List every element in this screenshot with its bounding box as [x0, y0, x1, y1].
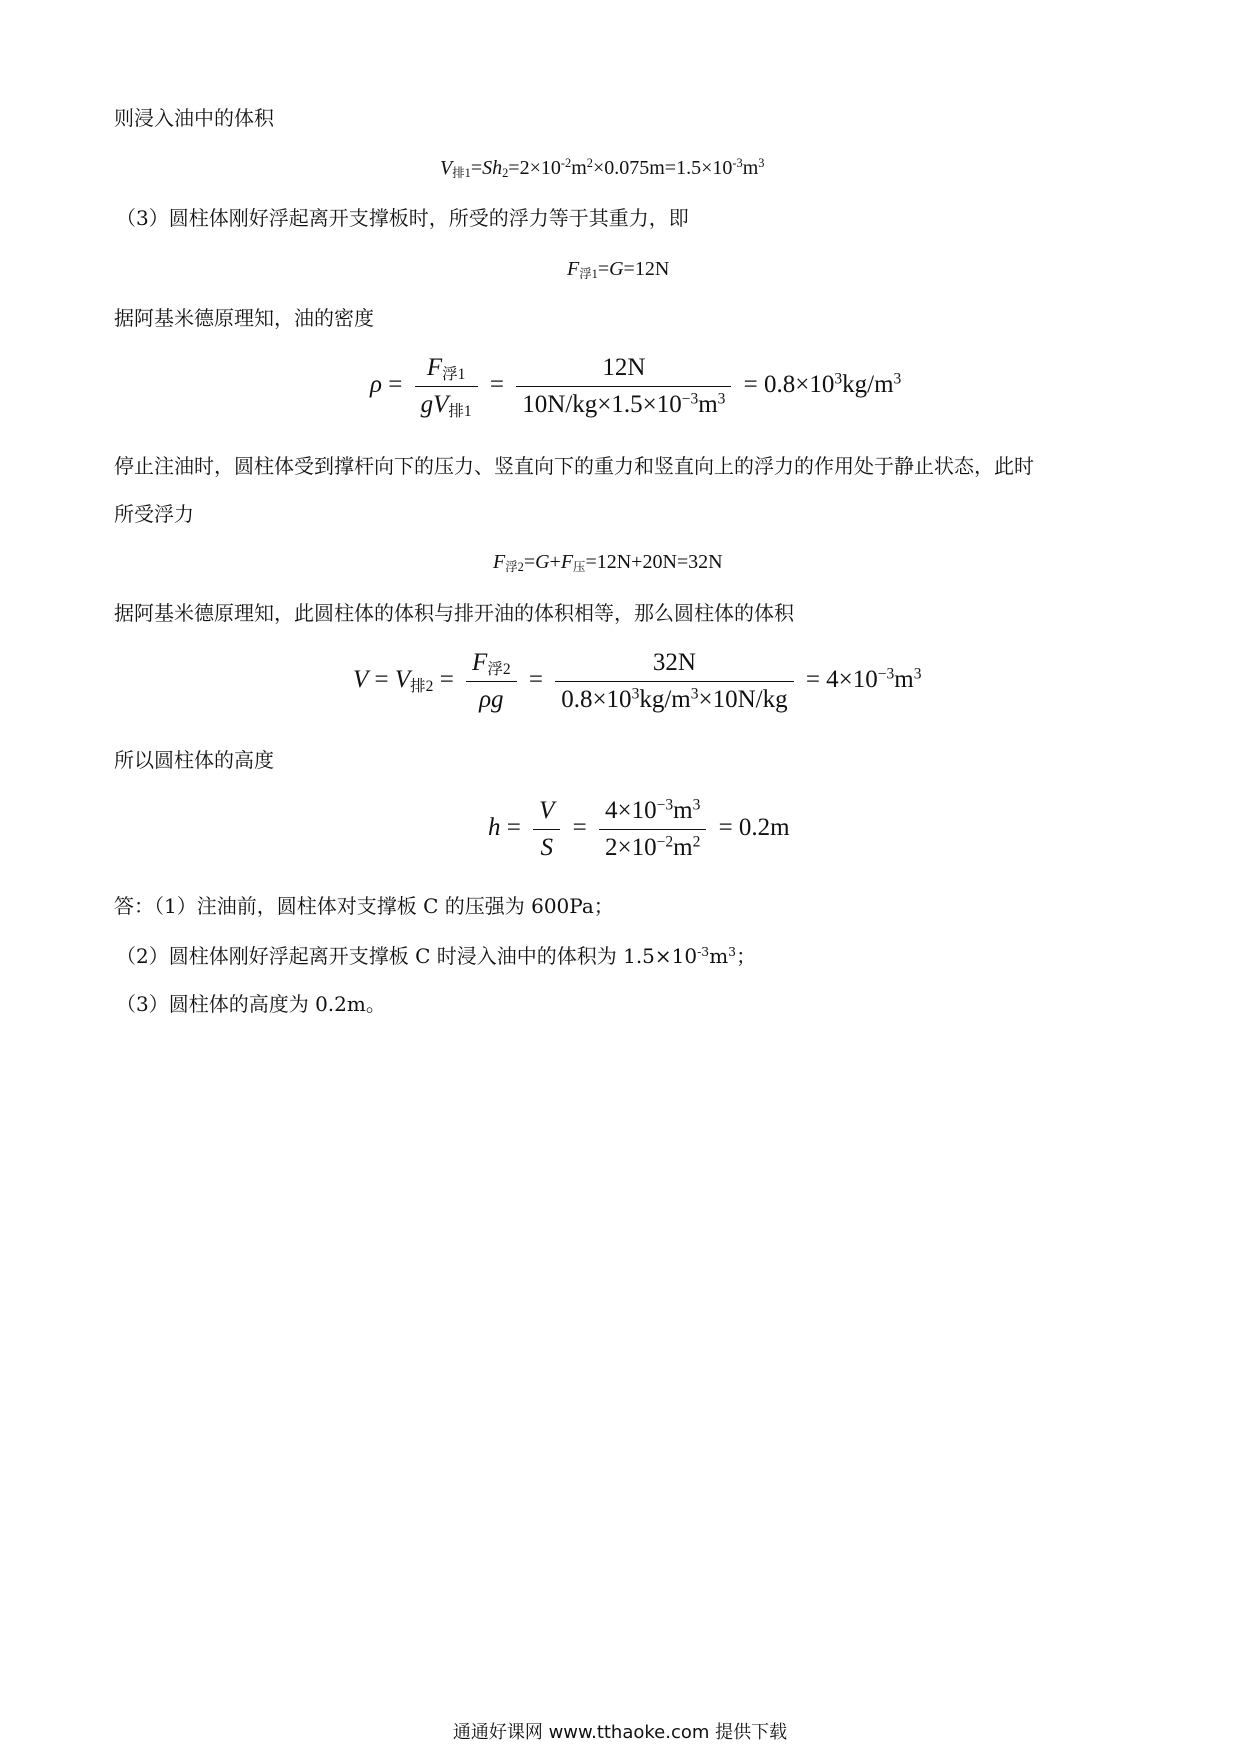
fraction	[555, 648, 793, 715]
eq-exponent: -2	[560, 156, 572, 171]
denominator: $10N/kg\times 1.5\times 10^{-3}m^3$	[522, 390, 726, 418]
eq-symbol: V	[353, 666, 369, 694]
eq-text: =12N	[623, 258, 670, 280]
text-line: 所受浮力	[114, 502, 194, 526]
fraction	[599, 796, 706, 863]
text-line: 所以圆柱体的高度	[114, 748, 274, 772]
equation-oil-density	[370, 353, 901, 420]
eq-symbol: h	[488, 814, 501, 842]
numerator: $F_{浮2}$	[466, 648, 517, 682]
eq-exponent: 2	[586, 156, 593, 171]
eq-text: =	[374, 666, 389, 694]
equation-cylinder-height	[488, 796, 790, 863]
eq-subscript: 排2	[410, 678, 434, 696]
eq-text: =	[439, 666, 454, 694]
denominator: $0.8\times 10^3kg/m^3\times 10N/kg$	[561, 685, 788, 713]
eq-text: =2×10	[508, 157, 561, 179]
eq-exponent: -3	[732, 156, 743, 171]
page-footer: 通通好课网 www.tthaoke.com 提供下载	[452, 1722, 788, 1743]
eq-exponent: 3	[758, 156, 765, 171]
eq-exponent: 3	[913, 665, 922, 683]
equation-buoyancy-1	[567, 254, 669, 284]
fraction	[466, 648, 517, 715]
eq-text: =	[388, 371, 403, 399]
numerator: $F_{浮1}$	[415, 353, 478, 387]
numerator: V	[533, 796, 560, 830]
eq-exponent: 3	[834, 370, 843, 388]
eq-symbol: F	[493, 551, 506, 573]
denominator: S	[540, 834, 553, 861]
eq-text: = 0.2m	[718, 814, 790, 842]
eq-text: =	[470, 157, 483, 179]
eq-text: =	[489, 371, 505, 399]
eq-symbol: ρ	[370, 371, 382, 399]
eq-text: +	[549, 551, 561, 573]
eq-text: m	[571, 157, 587, 179]
denominator: $2\times 10^{-2}m^2$	[605, 833, 701, 861]
eq-text: =	[528, 666, 543, 694]
eq-text: ×0.075m=1.5×10	[592, 157, 733, 179]
numerator: $4\times 10^{-3}m^3$	[599, 796, 706, 830]
equation-displaced-volume	[440, 153, 764, 183]
eq-subscript: 排1	[452, 166, 471, 181]
fraction	[533, 796, 560, 863]
eq-symbol: G	[535, 551, 550, 573]
eq-symbol: S	[482, 157, 493, 179]
eq-text: =	[597, 258, 610, 280]
eq-text: m	[742, 157, 759, 179]
eq-text: m	[894, 666, 914, 694]
eq-text: = 4×10	[805, 666, 878, 694]
eq-text: =	[506, 814, 521, 842]
eq-symbol: V	[440, 157, 453, 179]
text-line: 据阿基米德原理知，油的密度	[114, 306, 374, 330]
eq-text: kg/m	[842, 371, 894, 399]
eq-text: =	[572, 814, 587, 842]
eq-subscript: 压	[573, 560, 586, 575]
fraction	[516, 353, 731, 420]
eq-subscript: 浮2	[505, 560, 524, 575]
equation-buoyancy-2	[493, 547, 723, 577]
denominator: $gV_{排1}$	[420, 391, 472, 420]
fraction	[415, 353, 478, 420]
text-line: 据阿基米德原理知，此圆柱体的体积与排开油的体积相等，那么圆柱体的体积	[114, 601, 794, 625]
numerator: 32N	[555, 648, 793, 682]
eq-exponent: −3	[877, 665, 895, 683]
eq-text: =12N+20N=32N	[585, 551, 723, 573]
eq-symbol: G	[609, 258, 624, 280]
eq-symbol: F	[567, 258, 580, 280]
text-line: （3）圆柱体刚好浮起离开支撑板时，所受的浮力等于其重力，即	[116, 206, 689, 230]
eq-symbol: F	[560, 551, 574, 573]
eq-subscript: 2	[502, 166, 509, 181]
text-line: 停止注油时，圆柱体受到撑杆向下的压力、竖直向下的重力和竖直向上的浮力的作用处于静止状态，此时	[114, 454, 1034, 478]
answer-line-1: 答：（1）注油前，圆柱体对支撑板 C 的压强为 600Pa；	[114, 894, 614, 918]
eq-text: = 0.8×10	[743, 371, 835, 399]
eq-symbol: V	[394, 666, 411, 694]
eq-text: =	[523, 551, 536, 573]
answer-line-2: （2）圆柱体刚好浮起离开支撑板 C 时浸入油中的体积为 $1.5\times 10^{-3}m^3$；	[116, 944, 757, 968]
numerator: 12N	[516, 353, 731, 387]
denominator: ρg	[479, 686, 504, 713]
text-line: 则浸入油中的体积	[114, 106, 274, 130]
answer-line-3: （3）圆柱体的高度为 0.2m。	[116, 992, 386, 1016]
equation-cylinder-volume	[353, 648, 921, 715]
eq-exponent: 3	[893, 370, 902, 388]
eq-symbol: h	[492, 157, 503, 179]
eq-subscript: 浮1	[579, 267, 598, 282]
